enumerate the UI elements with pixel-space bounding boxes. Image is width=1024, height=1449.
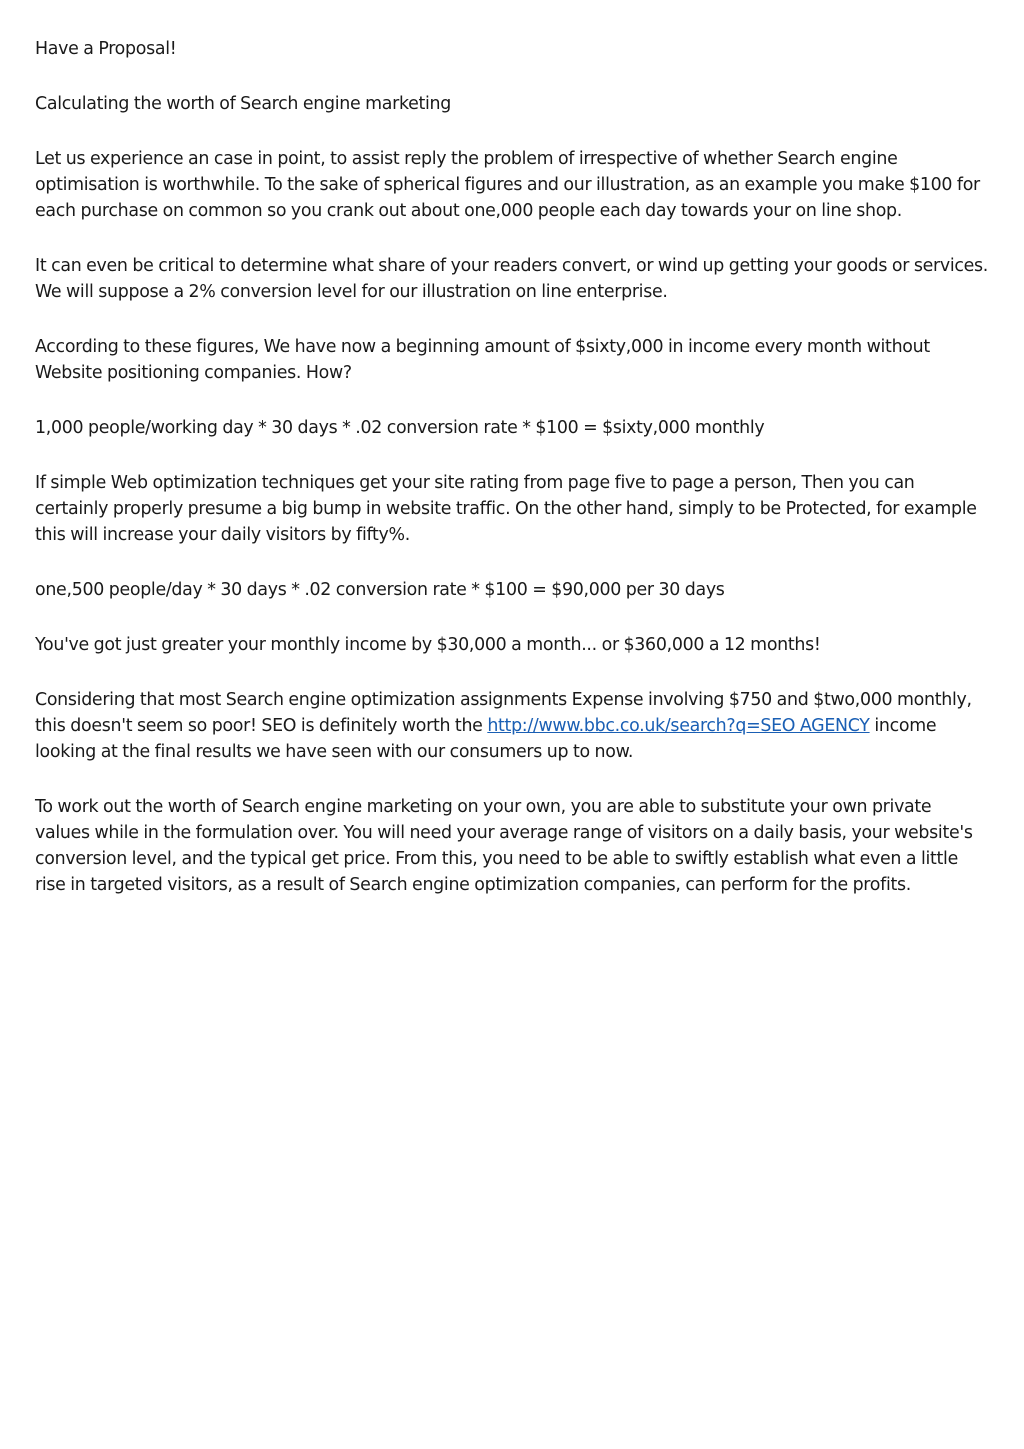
paragraph-seo-cost: [35, 687, 990, 765]
paragraph-seo-cost-before: Considering that most Search engine optimization assignments Expense involving $750 and $two,000 monthly, this doesn't seem so poor! SEO is definitely worth the: [35, 690, 972, 736]
seo-agency-link[interactable]: http://www.bbc.co.uk/search?q=SEO AGENCY: [487, 716, 870, 736]
paragraph-traffic-increase: If simple Web optimization techniques get your site rating from page five to page a person, Then you can certainly properly presume a big bump in website traffic. On the other hand, simply to be Protected, for example this will increase your daily visitors by fifty%.: [35, 473, 977, 545]
document-subheading: Calculating the worth of Search engine marketing: [35, 94, 452, 114]
document-heading: Have a Proposal!: [35, 39, 177, 59]
paragraph-conclusion: To work out the worth of Search engine marketing on your own, you are able to substitute your own private values while in the formulation over. You will need your average range of visitors on a daily basis, your website's conversion level, and the typical get price. From this, you need to be able to swiftly establish what even a little rise in targeted visitors, as a result of Search engine optimization companies, can perform for the profits.: [35, 797, 973, 895]
paragraph-baseline-formula: 1,000 people/working day * 30 days * .02 conversion rate * $100 = $sixty,000 monthly: [35, 418, 765, 438]
paragraph-increased-formula: one,500 people/day * 30 days * .02 conversion rate * $100 = $90,000 per 30 days: [35, 580, 725, 600]
paragraph-seo-cost-after: income looking at the final results we have seen with our consumers up to now.: [35, 716, 937, 762]
paragraph-conversion: It can even be critical to determine what share of your readers convert, or wind up getting your goods or services. We will suppose a 2% conversion level for our illustration on line enterprise.: [35, 256, 988, 302]
paragraph-baseline-income: According to these figures, We have now a beginning amount of $sixty,000 in income every month without Website positioning companies. How?: [35, 337, 930, 383]
paragraph-income-gain: You've got just greater your monthly income by $30,000 a month... or $360,000 a 12 months!: [35, 635, 821, 655]
paragraph-intro: Let us experience an case in point, to assist reply the problem of irrespective of whether Search engine optimisation is worthwhile. To the sake of spherical figures and our illustration, as an example you make $100 for each purchase on common so you crank out about one,000 people each day towards your on line shop.: [35, 149, 980, 221]
